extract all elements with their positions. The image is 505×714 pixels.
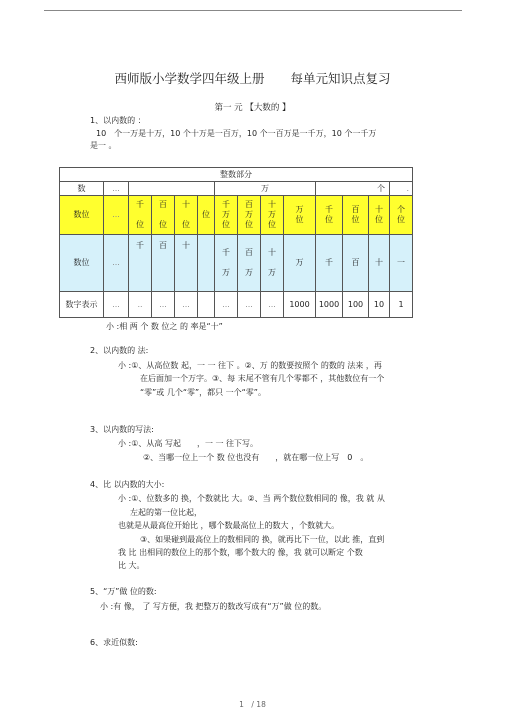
cell-text: 位 <box>159 220 167 229</box>
section-5-heading: 5、“万”做 位的数: <box>90 587 157 596</box>
table-cell: . <box>390 182 413 196</box>
table-cell: ... <box>104 292 129 318</box>
section-3-line: 小 :①、从高 写起 ，一 一 往下写。 <box>118 439 259 448</box>
table-cell: 万 <box>284 235 316 292</box>
cell-text: 万 <box>222 268 230 277</box>
cell-text: 位 <box>136 220 144 229</box>
table-cell <box>343 196 369 235</box>
section-1-heading: 1、以内数的 ： <box>90 116 146 125</box>
table-cell <box>175 196 198 235</box>
cell-text: 百 <box>159 200 167 209</box>
section-5-line: 小 :有 像， 了 写方便，我 把整万的数改写成有“万”做 位的数。 <box>100 602 327 611</box>
table-cell: ... <box>175 292 198 318</box>
table-cell: ... <box>238 292 261 318</box>
cell-text: 位 <box>268 220 276 229</box>
table-cell: 万 <box>215 182 316 196</box>
cell-text: 万 <box>268 210 276 219</box>
table-cell: 100 <box>343 292 369 318</box>
table-cell: ... <box>104 196 129 235</box>
cell-text: 位 <box>222 220 230 229</box>
table-cell: 10 <box>369 292 390 318</box>
cell-text: 十 <box>268 200 276 209</box>
table-cell: 一 <box>390 235 413 292</box>
section-3-heading: 3、以内数的写法: <box>90 425 154 434</box>
cell-text: 千 <box>136 200 144 209</box>
cell-text: 百 <box>245 248 253 257</box>
cell-text: 万 <box>222 210 230 219</box>
section-4-line: 左起的第一位比起， <box>130 508 202 517</box>
table-cell <box>238 196 261 235</box>
section-3-line: ②、当哪一位上一个 数 位也没有 ，就在哪一位上写 0 。 <box>143 453 369 462</box>
table-cell <box>238 235 261 292</box>
cell-text: 位 <box>375 215 383 224</box>
table-cell <box>198 235 215 292</box>
table-cell: ... <box>104 182 129 196</box>
section-2-line: “零”或 几个“零”，都只 一个“零”。 <box>140 388 266 397</box>
table-cell <box>261 196 284 235</box>
table-cell: .. <box>129 292 152 318</box>
table-cell: 千 <box>316 235 343 292</box>
table-cell: 1000 <box>284 292 316 318</box>
table-cell: 十 <box>175 235 198 292</box>
cell-text: 位 <box>325 215 333 224</box>
table-note: 小 :相 两 个 数 位之 的 率是“十” <box>106 322 223 331</box>
document-title <box>0 69 505 87</box>
cell-text: 千 <box>222 200 230 209</box>
page-number: 1 / 18 <box>239 700 266 709</box>
cell-text: 数位 <box>73 258 90 267</box>
table-cell: 十 <box>369 235 390 292</box>
table-cell: ... <box>152 292 175 318</box>
cell-text: 位 <box>351 215 360 224</box>
top-rule <box>44 10 462 11</box>
table-cell: 1 <box>390 292 413 318</box>
table-cell: 个 <box>316 182 390 196</box>
table-cell <box>129 196 152 235</box>
cell-text: 百 <box>351 205 360 214</box>
table-cell: ... <box>104 235 129 292</box>
row-label: 数字表示 <box>60 292 104 318</box>
cell-text: 十 <box>268 248 276 257</box>
table-cell: ... <box>261 292 284 318</box>
cell-text: 位 <box>397 215 405 224</box>
cell-text: 千 <box>325 205 333 214</box>
table-cell: 百 <box>152 235 175 292</box>
table-cell: 千 <box>129 235 152 292</box>
section-2-line: 小 :①、从高位数 起，一 一 往下 。②、万 的数要按照个 的数的 法来 ，再 <box>118 361 382 370</box>
table-cell: 位 <box>198 196 215 235</box>
table-cell <box>261 235 284 292</box>
cell-text: 千 <box>222 248 230 257</box>
row-label: 数位 <box>60 196 104 235</box>
table-cell <box>369 196 390 235</box>
cell-text: 万 <box>245 268 253 277</box>
cell-text: 位 <box>245 220 253 229</box>
table-cell <box>284 196 316 235</box>
table-cell <box>152 196 175 235</box>
section-6-heading: 6、求近似数: <box>90 638 138 647</box>
table-cell <box>316 196 343 235</box>
section-2-line: 在后面加一个万字。③、每 末尾不管有几个零都不 ，其他数位有一个 <box>140 374 385 383</box>
section-4-line: 我 比 出相同的数位上的那个数，哪个数大的 像，我 就可以断定 个数 <box>118 548 363 557</box>
table-cell <box>215 196 238 235</box>
cell-text: 百 <box>245 200 253 209</box>
title-right: 每单元知识点复习 <box>290 71 391 86</box>
cell-text: 个 <box>397 205 405 214</box>
table-cell: 1000 <box>316 292 343 318</box>
title-left: 西师版小学数学四年级上册 <box>114 71 265 86</box>
section-1-line: 10 个一万是十万，10 个十万是一百万，10 个一百万是一千万，10 个一千万 <box>96 129 377 138</box>
table-cell <box>198 292 215 318</box>
section-4-line: 也就是从最高位开始比 ，哪个数最高位上的数大 ，个数就大。 <box>118 521 340 530</box>
table-cell <box>390 196 413 235</box>
section-4-line: 比 大。 <box>118 561 145 570</box>
section-2-heading: 2、以内数的 法: <box>90 346 149 355</box>
table-cell: 百 <box>343 235 369 292</box>
cell-text: 位 <box>182 220 190 229</box>
place-value-table <box>59 167 413 318</box>
cell-text: 万 <box>268 268 276 277</box>
table-cell <box>129 182 215 196</box>
section-4-line: 小 :①、位数多的 换，个数就比 大。②、当 两个数位数相同的 像，我 就 从 <box>118 494 385 503</box>
cell-text: 位 <box>295 215 304 224</box>
table-cell: ... <box>215 292 238 318</box>
cell-text: 万 <box>245 210 253 219</box>
table-cell <box>215 235 238 292</box>
section-1-line: 是一 。 <box>90 141 117 150</box>
table-cell: 数 <box>60 182 104 196</box>
table-caption: 整数部分 <box>60 168 413 182</box>
unit-title: 第一 元 【大数的 】 <box>214 103 291 113</box>
row-label <box>60 235 104 292</box>
cell-text: 十 <box>375 205 383 214</box>
section-4-heading: 4、比 以内数的大小: <box>90 480 165 489</box>
cell-text: 十 <box>182 200 190 209</box>
cell-text: 万 <box>295 205 304 214</box>
section-4-line: ③、如果碰到最高位上的数相同的 换，就再比下一位，以此 推，直到 <box>140 535 385 544</box>
